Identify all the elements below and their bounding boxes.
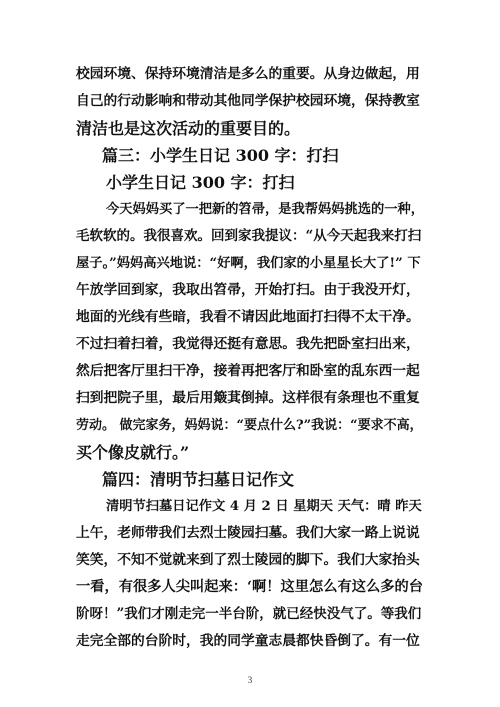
section-heading: 篇三：小学生日记 300 字：打扫 xyxy=(102,146,339,165)
text-line: 不过扫着扫着，我觉得还挺有意思。我先把卧室扫出来， xyxy=(76,336,420,352)
text-line: 劳动。 做完家务，妈妈说：“要点什么?”我说：“要求不高， xyxy=(76,418,423,433)
text-line: 阶呀！”我们才刚走完一半台阶，就已经快没气了。等我们 xyxy=(76,606,422,622)
text-line: 扫到把院子里，最后用簸萁倒掉。这样很有条理也不重复 xyxy=(76,390,420,406)
diary-title: 小学生日记 300 字：打扫 xyxy=(106,173,295,192)
text-line: 午放学回到家，我取出笤帚，开始打扫。由于我没开灯， xyxy=(76,282,420,298)
text-line: 走完全部的台阶时，我的同学童志晨都快昏倒了。有一位 xyxy=(76,633,420,649)
text-line: 上午，老师带我们去烈士陵园扫墓。我们大家一路上说说 xyxy=(76,525,420,541)
text-line: 地面的光线有些暗，我看不请因此地面打扫得不太干净。 xyxy=(76,309,420,325)
text-line: 毛软软的。我很喜欢。回到家我提议：“从今天起我来打扫 xyxy=(76,228,422,244)
text-line: 然后把客厅里扫干净，接着再把客厅和卧室的乱东西一起 xyxy=(76,363,420,379)
text-line: 清洁也是这次活动的重要目的。 xyxy=(76,119,301,138)
page-number: 3 xyxy=(247,675,253,685)
text-line: 屋子。”妈妈高兴地说：“好啊，我们家的小星星长大了!” 下 xyxy=(76,256,421,271)
text-line: 笑笑，不知不觉就来到了烈士陵园的脚下。我们大家抬头 xyxy=(76,552,420,568)
text-line: 一看，有很多人尖叫起来：‘啊！这里怎么有这么多的台 xyxy=(76,579,423,595)
text-line: 买个像皮就行。” xyxy=(76,443,190,462)
text-line: 清明节扫墓日记作文 4 月 2 日 星期天 天气：晴 昨天 xyxy=(106,499,422,514)
text-line: 今天妈妈买了一把新的笤帚，是我帮妈妈挑选的一种， xyxy=(106,202,425,217)
section-heading: 篇四：清明节扫墓日记作文 xyxy=(102,470,295,489)
text-line: 自己的行动影响和带动其他同学保护校园环境，保持教室 xyxy=(76,93,420,109)
text-line: 校园环境、保持环境清洁是多么的重要。从身边做起，用 xyxy=(76,66,420,82)
